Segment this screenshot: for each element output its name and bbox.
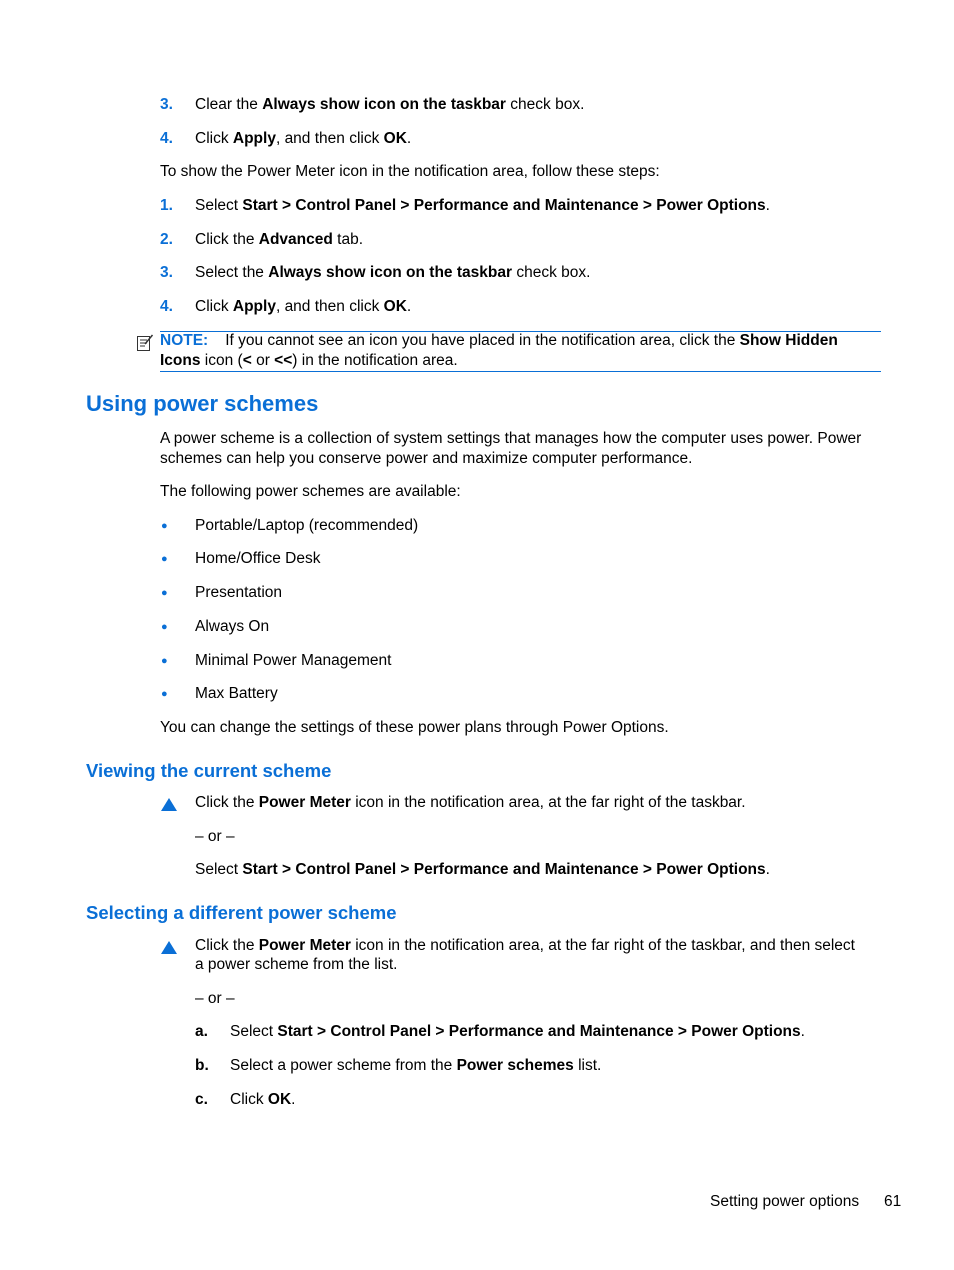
section2-step: Click the Power Meter icon in the notification area, at the far right of the taskbar. [195,794,746,811]
sub-step-c-letter: c. [195,1091,208,1108]
list-item: Always On [195,618,270,635]
bullet-icon: ● [161,553,168,565]
bullet-icon: ● [161,587,168,599]
list-item: Minimal Power Management [195,652,392,669]
note-line-2: Icons icon (< or <<) in the notification area. [160,352,458,369]
note-icon [136,334,154,352]
step-a-3-text: Clear the Always show icon on the taskbar check box. [195,96,585,113]
section1-p3: You can change the settings of these power plans through Power Options. [160,719,669,736]
section3-step-line2: a power scheme from the list. [195,956,398,973]
bullet-icon: ● [161,621,168,633]
list-item: Presentation [195,584,283,601]
section-title-using-power-schemes: Using power schemes [86,391,319,416]
step-a-4: 4. [160,130,173,147]
step-b-3-text: Select the Always show icon on the taskbar check box. [195,264,591,281]
section1-p1-line1: A power scheme is a collection of system settings that manages how the computer uses power. Power [160,430,862,447]
note-bottom-rule [160,371,881,372]
sub-step-a-text: Select Start > Control Panel > Performance and Maintenance > Power Options. [230,1023,805,1040]
step-b-1-text: Select Start > Control Panel > Performance and Maintenance > Power Options. [195,197,770,214]
section1-p1-line2: schemes can help you conserve power and maximize computer performance. [160,450,693,467]
section2-or: – or – [195,828,235,845]
intro-text: To show the Power Meter icon in the notification area, follow these steps: [160,163,660,180]
step-a-3: 3. [160,96,173,113]
bullet-icon: ● [161,688,168,700]
sub-step-b-text: Select a power scheme from the Power schemes list. [230,1057,602,1074]
bullet-icon: ● [161,520,168,532]
list-item: Max Battery [195,685,278,702]
sub-step-b-letter: b. [195,1057,209,1074]
step-b-2-text: Click the Advanced tab. [195,231,364,248]
page-number: 61 [884,1193,902,1210]
sub-step-a-letter: a. [195,1023,208,1040]
list-item: Portable/Laptop (recommended) [195,517,419,534]
step-a-4-text: Click Apply, and then click OK. [195,130,412,147]
step-b-3-num: 3. [160,264,173,281]
section-title-viewing-current-scheme: Viewing the current scheme [86,760,332,781]
bullet-icon: ● [161,655,168,667]
step-b-4-num: 4. [160,298,173,315]
step-b-2-num: 2. [160,231,173,248]
step-b-4-text: Click Apply, and then click OK. [195,298,412,315]
footer-label: Setting power options [710,1193,860,1210]
section3-step-line1: Click the Power Meter icon in the notification area, at the far right of the taskbar, and then select [195,937,855,954]
section1-p2: The following power schemes are available: [160,483,461,500]
step-triangle-icon [161,941,177,954]
note-line-1: NOTE: If you cannot see an icon you have placed in the notification area, click the Show Hidden [160,332,838,349]
step-triangle-icon [161,798,177,811]
list-item: Home/Office Desk [195,550,321,567]
section3-or: – or – [195,990,235,1007]
step-b-1-num: 1. [160,197,173,214]
sub-step-c-text: Click OK. [230,1091,296,1108]
section-title-selecting-different-scheme: Selecting a different power scheme [86,902,397,923]
section2-alt: Select Start > Control Panel > Performance and Maintenance > Power Options. [195,861,770,878]
